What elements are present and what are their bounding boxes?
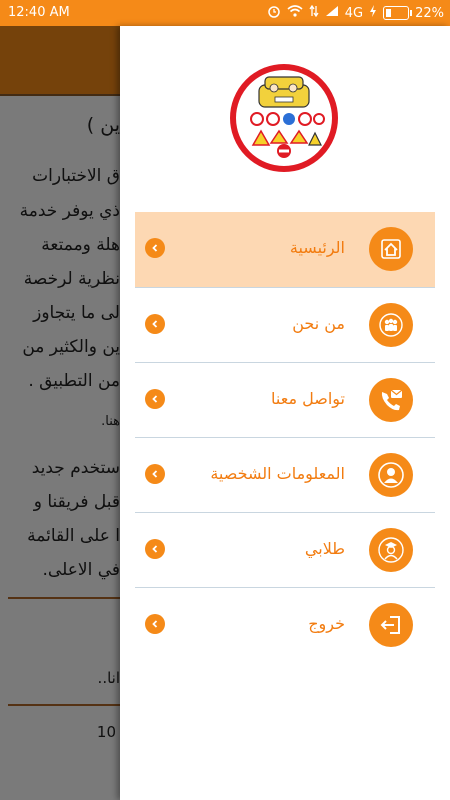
menu-item-my-students[interactable] — [135, 513, 435, 588]
chevron-left-icon — [145, 539, 165, 559]
status-time: 12:40 AM — [8, 5, 70, 20]
chevron-left-icon — [145, 314, 165, 334]
home-icon — [369, 227, 413, 271]
phone-mail-icon — [369, 378, 413, 422]
students-icon — [369, 528, 413, 572]
menu-item-contact-us[interactable] — [135, 363, 435, 438]
status-bar — [0, 0, 450, 26]
chevron-left-icon — [145, 464, 165, 484]
signal-icon — [325, 5, 339, 21]
group-icon — [369, 303, 413, 347]
alarm-icon — [267, 4, 281, 22]
menu-item-label: المعلومات الشخصية — [210, 464, 345, 483]
menu-item-label: طلابي — [304, 539, 345, 558]
battery-icon — [383, 6, 409, 20]
menu-item-label: من نحن — [292, 314, 345, 333]
logout-icon — [369, 603, 413, 647]
charging-icon — [369, 5, 377, 21]
chevron-left-icon — [145, 614, 165, 634]
person-icon — [369, 453, 413, 497]
chevron-left-icon — [145, 238, 165, 258]
navigation-drawer — [120, 26, 450, 800]
menu-item-label: خروج — [308, 614, 345, 633]
data-arrows-icon — [309, 5, 319, 21]
status-icons — [267, 4, 444, 22]
menu-item-home[interactable] — [135, 212, 435, 288]
wifi-icon — [287, 5, 303, 21]
menu-item-label: تواصل معنا — [271, 389, 345, 408]
chevron-left-icon — [145, 389, 165, 409]
battery-percent: 22% — [415, 5, 444, 21]
menu-item-logout[interactable] — [135, 588, 435, 663]
drawer-menu — [135, 212, 435, 663]
menu-item-about-us[interactable] — [135, 288, 435, 363]
menu-item-label: الرئيسية — [289, 238, 345, 257]
driving-school-logo — [229, 63, 339, 173]
menu-item-personal-info[interactable] — [135, 438, 435, 513]
network-label: 4G — [344, 5, 364, 21]
